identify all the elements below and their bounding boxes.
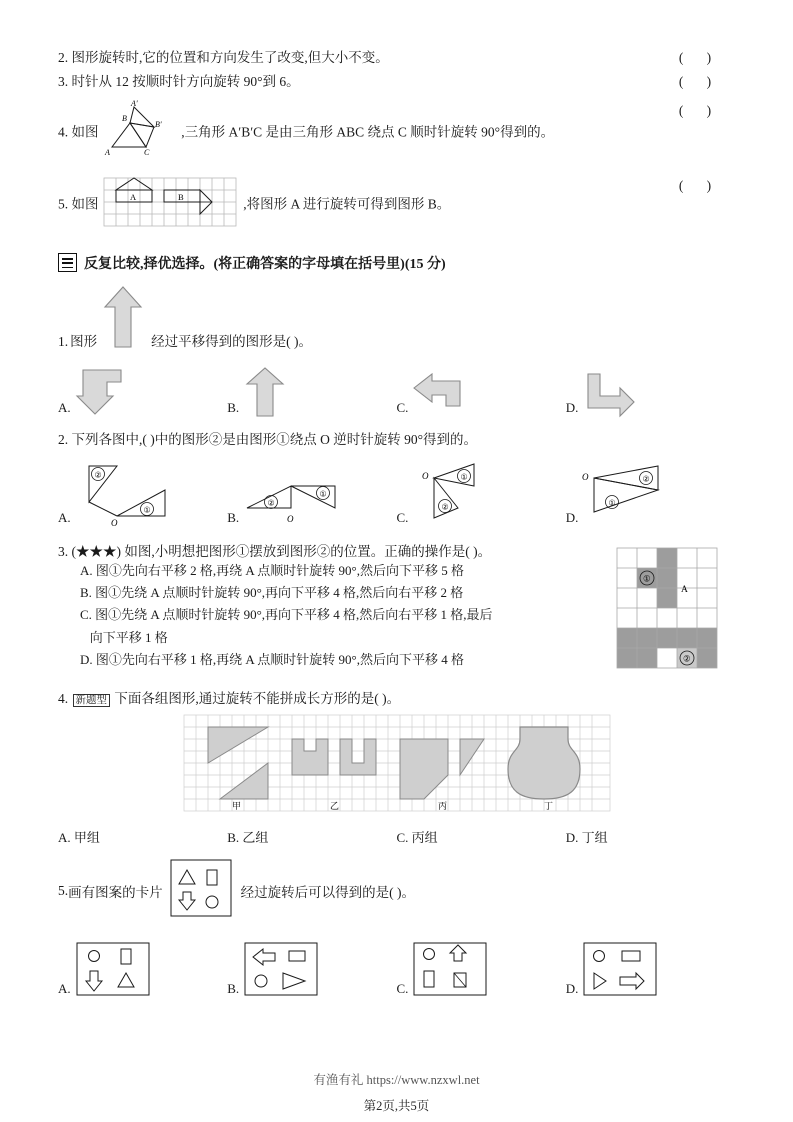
truefalse-item-5-text bbox=[58, 176, 665, 235]
mc4-fig-label-1: 甲 bbox=[231, 800, 241, 811]
truefalse-item-3-body: 时针从 12 按顺时针方向旋转 90°到 6。 bbox=[71, 73, 300, 89]
mc-item-5 bbox=[58, 858, 735, 925]
mc3-option-C-cont: 向下平移 1 格 bbox=[80, 629, 168, 645]
svg-text:②: ② bbox=[642, 474, 651, 484]
section-title: 反复比较,择优选择。(将正确答案的字母填在括号里)(15 分) bbox=[84, 256, 446, 272]
truefalse-item-3-answer-paren[interactable]: ( ) bbox=[678, 73, 722, 89]
mc4-choice-D[interactable]: D. 丁组 bbox=[565, 829, 608, 845]
mc5-choice-C[interactable] bbox=[397, 941, 566, 999]
mc-item-2-stem: 下列各图中,( )中的图形②是由图形①绕点 O 逆时针旋转 90°得到的。 bbox=[71, 431, 478, 447]
mc5-choice-A-label: A. bbox=[58, 980, 71, 996]
mc3-grid-label-two: ② bbox=[683, 653, 691, 664]
mc1-choice-C-figure bbox=[412, 366, 472, 418]
mc3-option-D[interactable]: D. 图①先向右平移 1 格,再绕 A 点顺时针旋转 90°,然后向下平移 4 格 bbox=[80, 652, 465, 668]
mc5-choice-B-label: B. bbox=[227, 980, 240, 996]
mc1-choice-A-figure bbox=[75, 366, 135, 418]
mc5-choice-D[interactable] bbox=[566, 941, 735, 999]
mc4-figure-block bbox=[58, 713, 735, 823]
mc4-fig-label-4: 丁 bbox=[543, 800, 553, 811]
truefalse-item-3 bbox=[58, 72, 735, 93]
svg-text:O: O bbox=[287, 513, 294, 524]
mc-item-5-choices bbox=[58, 935, 735, 999]
svg-text:②: ② bbox=[94, 470, 102, 480]
mc3-grid-label-A: A bbox=[681, 584, 688, 595]
mc3-option-A[interactable]: A. 图①先向右平移 2 格,再绕 A 点顺时针旋转 90°,然后向下平移 5 格 bbox=[80, 562, 465, 578]
mc2-choice-B-figure bbox=[243, 460, 353, 528]
mc-item-1-stem-after: 经过平移得到的图形是( )。 bbox=[151, 333, 312, 349]
mc1-choice-C-label: C. bbox=[396, 399, 409, 415]
mc2-choice-B-label: B. bbox=[227, 509, 240, 525]
truefalse-item-2-answer-paren[interactable]: ( ) bbox=[678, 50, 722, 65]
svg-text:B: B bbox=[177, 191, 184, 202]
mc5-choice-B-figure bbox=[243, 941, 321, 999]
mc1-choice-D-label: D. bbox=[565, 399, 579, 415]
mc-item-1 bbox=[58, 285, 735, 352]
truefalse-item-4-number: 4. bbox=[58, 124, 69, 140]
truefalse-item-2-body: 图形旋转时,它的位置和方向发生了改变,但大小不变。 bbox=[71, 50, 389, 65]
svg-text:O: O bbox=[110, 517, 118, 528]
mc4-choice-C[interactable]: C. 丙组 bbox=[396, 829, 438, 845]
truefalse-item-5-answer-paren[interactable]: ( ) bbox=[678, 177, 722, 193]
mc1-choice-D[interactable] bbox=[566, 366, 735, 418]
mc3-grid-label-one: ① bbox=[643, 573, 651, 584]
mc-item-3-number: 3. bbox=[58, 543, 69, 559]
mc-item-4-number: 4. bbox=[58, 690, 69, 706]
truefalse-item-3-text bbox=[58, 72, 665, 93]
svg-text:②: ② bbox=[441, 502, 450, 512]
mc-item-2 bbox=[58, 428, 735, 448]
mc4-choice-B[interactable]: B. 乙组 bbox=[227, 829, 269, 845]
mc5-choice-D-label: D. bbox=[565, 980, 579, 996]
mc5-choice-C-label: C. bbox=[396, 980, 409, 996]
mc2-choice-A-figure bbox=[75, 460, 187, 528]
svg-text:A: A bbox=[129, 191, 137, 202]
truefalse-item-3-number: 3. bbox=[58, 73, 69, 89]
mc-item-2-choices bbox=[58, 456, 735, 528]
mc-item-1-number: 1. bbox=[58, 333, 69, 349]
grid-shapes-AB-figure bbox=[102, 176, 240, 235]
svg-text:②: ② bbox=[267, 498, 275, 508]
truefalse-item-4-answer-paren[interactable]: ( ) bbox=[678, 102, 722, 118]
mc-item-3-stem-text: 如图,小明想把图形①摆放到图形②的位置。正确的操作是( )。 bbox=[124, 543, 492, 559]
mc2-choice-D-label: D. bbox=[565, 509, 579, 525]
svg-text:A′: A′ bbox=[130, 98, 138, 108]
mc2-choice-C-figure bbox=[412, 460, 520, 528]
mc5-choice-B[interactable] bbox=[227, 941, 396, 999]
mc-item-5-stem-after: 经过旋转后可以得到的是( )。 bbox=[240, 885, 415, 901]
truefalse-item-2-number: 2. bbox=[58, 50, 69, 65]
truefalse-item-4-body: ,三角形 A′B′C 是由三角形 ABC 绕点 C 顺时针旋转 90°得到的。 bbox=[181, 124, 555, 140]
mc5-stem-card-figure bbox=[169, 858, 235, 925]
mc-item-3 bbox=[58, 540, 735, 681]
mc2-choice-C[interactable] bbox=[397, 460, 566, 528]
truefalse-item-5 bbox=[58, 176, 735, 235]
mc2-choice-B[interactable] bbox=[227, 460, 396, 528]
mc-item-4-stem: 下面各组图形,通过旋转不能拼成长方形的是( )。 bbox=[114, 690, 401, 706]
mc-item-3-stars: (★★★) bbox=[71, 543, 121, 559]
svg-text:①: ① bbox=[319, 489, 327, 499]
mc1-choice-D-figure bbox=[582, 366, 642, 418]
mc3-option-C[interactable]: C. 图①先绕 A 点顺时针旋转 90°,再向下平移 4 格,然后向右平移 1 格,最后 bbox=[80, 607, 493, 623]
svg-text:O: O bbox=[422, 470, 429, 481]
mc-item-3-stem bbox=[58, 540, 603, 560]
mc3-option-B[interactable]: B. 图①先绕 A 点顺时针旋转 90°,再向下平移 4 格,然后向右平移 2 格 bbox=[80, 585, 464, 601]
svg-text:①: ① bbox=[608, 498, 617, 508]
mc2-choice-D-figure bbox=[582, 460, 690, 528]
mc1-choice-B-figure bbox=[243, 366, 297, 418]
section-header-multiple-choice bbox=[58, 253, 735, 273]
mc-item-5-number: 5. bbox=[58, 883, 69, 899]
truefalse-item-4-prefix: 如图 bbox=[71, 124, 99, 140]
mc1-choice-A-label: A. bbox=[58, 399, 71, 415]
mc4-grid-shapes-figure bbox=[182, 713, 612, 823]
mc4-fig-label-2: 乙 bbox=[329, 800, 339, 811]
mc2-choice-A[interactable] bbox=[58, 460, 227, 528]
svg-text:C: C bbox=[143, 147, 150, 157]
mc1-choice-A[interactable] bbox=[58, 366, 227, 418]
mc-item-2-number: 2. bbox=[58, 431, 69, 447]
svg-text:①: ① bbox=[143, 505, 151, 515]
truefalse-item-2 bbox=[58, 48, 735, 69]
mc5-choice-C-figure bbox=[412, 941, 490, 999]
truefalse-item-2-text bbox=[58, 48, 665, 69]
svg-text:B′: B′ bbox=[154, 119, 162, 129]
svg-text:①: ① bbox=[460, 472, 469, 482]
mc2-choice-A-label: A. bbox=[58, 509, 71, 525]
mc4-choice-A[interactable]: A. 甲组 bbox=[58, 829, 100, 845]
mc-item-5-stem-before: 画有图案的卡片 bbox=[68, 885, 163, 901]
mc5-choice-A-figure bbox=[75, 941, 153, 999]
mc2-choice-C-label: C. bbox=[396, 509, 409, 525]
mc4-fig-label-3: 丙 bbox=[437, 800, 447, 811]
mc1-choice-B-label: B. bbox=[227, 399, 240, 415]
watermark: 有渔有礼 https://www.nzxwl.net bbox=[313, 1073, 480, 1087]
mc1-stem-arrow-figure bbox=[101, 285, 147, 352]
mc1-choice-C[interactable] bbox=[397, 366, 566, 418]
section-number-icon bbox=[58, 253, 77, 272]
truefalse-item-5-prefix: 如图 bbox=[71, 196, 99, 212]
truefalse-item-5-number: 5. bbox=[58, 196, 69, 212]
mc-item-4 bbox=[58, 687, 735, 707]
mc-item-4-tag: 新题型 bbox=[73, 694, 111, 707]
triangle-rotation-figure bbox=[102, 98, 178, 166]
mc-item-4-answers bbox=[58, 827, 735, 846]
mc-item-1-choices bbox=[58, 358, 735, 418]
svg-text:O: O bbox=[582, 471, 589, 482]
svg-text:A: A bbox=[104, 147, 110, 157]
mc5-choice-D-figure bbox=[582, 941, 660, 999]
truefalse-item-4-text bbox=[58, 98, 665, 166]
mc2-choice-D[interactable] bbox=[566, 460, 735, 528]
mc1-choice-B[interactable] bbox=[227, 366, 396, 418]
page-number: 第2页,共5页 bbox=[363, 1099, 430, 1113]
mc-item-1-stem-before: 图形 bbox=[70, 333, 98, 349]
mc5-choice-A[interactable] bbox=[58, 941, 227, 999]
mc3-grid-figure bbox=[603, 540, 735, 681]
truefalse-item-4 bbox=[58, 98, 735, 166]
truefalse-item-5-body: ,将图形 A 进行旋转可得到图形 B。 bbox=[243, 196, 451, 212]
svg-text:B: B bbox=[121, 113, 127, 123]
